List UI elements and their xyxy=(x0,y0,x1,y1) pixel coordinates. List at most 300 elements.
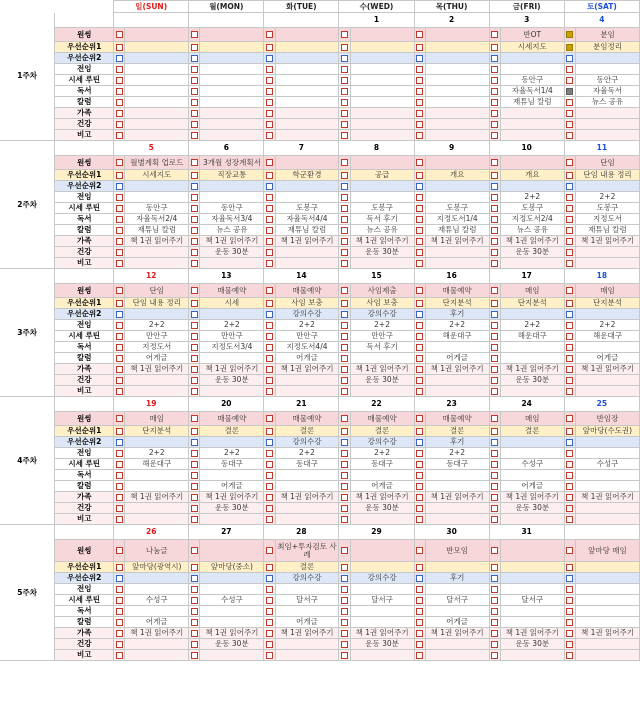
task-checkbox[interactable] xyxy=(491,172,498,179)
task-checkbox[interactable] xyxy=(266,355,273,362)
task-checkbox[interactable] xyxy=(491,183,498,190)
task-text[interactable] xyxy=(500,130,564,141)
task-text[interactable]: 동안구 xyxy=(500,75,564,86)
task-text[interactable] xyxy=(425,42,489,53)
task-checkbox[interactable] xyxy=(491,121,498,128)
task-checkbox[interactable] xyxy=(566,300,573,307)
task-checkbox[interactable] xyxy=(341,300,348,307)
task-checkbox[interactable] xyxy=(491,159,498,166)
task-checkbox[interactable] xyxy=(491,472,498,479)
task-text[interactable]: 결론 xyxy=(275,426,339,437)
task-checkbox[interactable] xyxy=(266,652,273,659)
task-text[interactable]: 수성구 xyxy=(200,595,264,606)
task-checkbox[interactable] xyxy=(266,183,273,190)
task-checkbox[interactable] xyxy=(191,159,198,166)
task-text[interactable]: 책 1권 읽어주기 xyxy=(275,364,339,375)
task-text[interactable]: 앞마당(광역시) xyxy=(125,562,189,573)
task-text[interactable]: 매물예약 xyxy=(425,412,489,426)
task-checkbox[interactable] xyxy=(341,159,348,166)
task-text[interactable]: 강의수강 xyxy=(350,573,414,584)
task-text[interactable] xyxy=(575,639,639,650)
task-text[interactable] xyxy=(125,64,189,75)
task-checkbox[interactable] xyxy=(491,99,498,106)
task-checkbox[interactable] xyxy=(566,66,573,73)
task-checkbox[interactable] xyxy=(566,287,573,294)
task-checkbox[interactable] xyxy=(566,77,573,84)
task-checkbox[interactable] xyxy=(491,483,498,490)
task-checkbox[interactable] xyxy=(491,132,498,139)
task-text[interactable] xyxy=(575,108,639,119)
task-checkbox[interactable] xyxy=(191,333,198,340)
task-checkbox[interactable] xyxy=(491,66,498,73)
task-text[interactable] xyxy=(275,75,339,86)
task-checkbox[interactable] xyxy=(116,31,123,38)
task-checkbox[interactable] xyxy=(416,641,423,648)
task-text[interactable] xyxy=(275,584,339,595)
task-text[interactable] xyxy=(350,119,414,130)
task-checkbox[interactable] xyxy=(491,586,498,593)
task-checkbox[interactable] xyxy=(491,31,498,38)
task-checkbox[interactable] xyxy=(116,132,123,139)
task-text[interactable]: 책 1권 읽어주기 xyxy=(500,364,564,375)
task-checkbox[interactable] xyxy=(566,216,573,223)
task-text[interactable]: 동대구 xyxy=(425,459,489,470)
task-text[interactable]: 단지분석 xyxy=(425,298,489,309)
task-text[interactable] xyxy=(200,119,264,130)
task-checkbox[interactable] xyxy=(266,88,273,95)
task-text[interactable]: 시세지도 xyxy=(500,42,564,53)
task-checkbox[interactable] xyxy=(191,55,198,62)
task-text[interactable] xyxy=(500,53,564,64)
task-text[interactable] xyxy=(125,181,189,192)
task-text[interactable] xyxy=(575,584,639,595)
task-text[interactable]: 수성구 xyxy=(500,459,564,470)
task-text[interactable]: 어게글 xyxy=(425,617,489,628)
task-checkbox[interactable] xyxy=(566,194,573,201)
task-text[interactable]: 자율독서3/4 xyxy=(200,214,264,225)
task-checkbox[interactable] xyxy=(191,344,198,351)
task-checkbox[interactable] xyxy=(491,630,498,637)
task-text[interactable] xyxy=(200,192,264,203)
task-text[interactable] xyxy=(500,437,564,448)
task-text[interactable]: 결론 xyxy=(200,426,264,437)
task-checkbox[interactable] xyxy=(266,619,273,626)
task-checkbox[interactable] xyxy=(116,260,123,267)
task-checkbox[interactable] xyxy=(266,377,273,384)
task-text[interactable]: 지정도서 xyxy=(125,342,189,353)
task-checkbox[interactable] xyxy=(416,415,423,422)
task-checkbox[interactable] xyxy=(491,652,498,659)
task-text[interactable]: 운동 30분 xyxy=(500,639,564,650)
task-text[interactable]: 단임 xyxy=(125,284,189,298)
task-text[interactable]: 매물예약 xyxy=(425,284,489,298)
task-text[interactable] xyxy=(275,53,339,64)
task-text[interactable]: 매물예약 xyxy=(350,412,414,426)
task-text[interactable] xyxy=(425,156,489,170)
task-text[interactable]: 재튜님 칼럼 xyxy=(575,225,639,236)
task-text[interactable] xyxy=(425,481,489,492)
task-text[interactable] xyxy=(200,650,264,661)
task-checkbox[interactable] xyxy=(566,608,573,615)
task-checkbox[interactable] xyxy=(566,333,573,340)
task-text[interactable]: 2+2 xyxy=(575,192,639,203)
task-checkbox[interactable] xyxy=(191,597,198,604)
task-text[interactable]: 앞마당(중소) xyxy=(200,562,264,573)
task-text[interactable]: 매물예약 xyxy=(200,284,264,298)
task-text[interactable] xyxy=(575,386,639,397)
task-text[interactable]: 책 1권 읽어주기 xyxy=(200,236,264,247)
task-checkbox[interactable] xyxy=(341,287,348,294)
task-checkbox[interactable] xyxy=(116,227,123,234)
task-checkbox[interactable] xyxy=(266,227,273,234)
task-text[interactable] xyxy=(350,53,414,64)
task-text[interactable] xyxy=(425,181,489,192)
task-checkbox[interactable] xyxy=(266,483,273,490)
task-text[interactable] xyxy=(350,540,414,562)
task-text[interactable]: 독서 후기 xyxy=(350,214,414,225)
task-text[interactable]: 책 1권 읽어주기 xyxy=(575,236,639,247)
task-text[interactable]: 반임장 xyxy=(575,412,639,426)
task-text[interactable] xyxy=(425,64,489,75)
task-checkbox[interactable] xyxy=(491,505,498,512)
task-checkbox[interactable] xyxy=(566,586,573,593)
task-text[interactable] xyxy=(275,375,339,386)
task-text[interactable]: 책 1권 읽어주기 xyxy=(125,628,189,639)
task-checkbox[interactable] xyxy=(191,472,198,479)
task-text[interactable] xyxy=(575,606,639,617)
task-text[interactable] xyxy=(425,119,489,130)
task-text[interactable] xyxy=(200,28,264,42)
task-checkbox[interactable] xyxy=(566,159,573,166)
task-text[interactable]: 운동 30분 xyxy=(350,247,414,258)
task-checkbox[interactable] xyxy=(116,355,123,362)
task-text[interactable] xyxy=(350,42,414,53)
task-text[interactable] xyxy=(500,448,564,459)
task-text[interactable] xyxy=(500,353,564,364)
task-checkbox[interactable] xyxy=(191,428,198,435)
task-checkbox[interactable] xyxy=(566,472,573,479)
task-text[interactable] xyxy=(425,130,489,141)
task-text[interactable] xyxy=(425,584,489,595)
task-checkbox[interactable] xyxy=(341,44,348,51)
task-text[interactable]: 재튜님 칼럼 xyxy=(125,225,189,236)
task-text[interactable] xyxy=(500,108,564,119)
task-text[interactable]: 운동 30분 xyxy=(200,639,264,650)
task-text[interactable]: 책 1권 읽어주기 xyxy=(350,628,414,639)
task-text[interactable]: 달서구 xyxy=(500,595,564,606)
task-text[interactable] xyxy=(275,97,339,108)
task-text[interactable]: 월별계획 업로드 xyxy=(125,156,189,170)
task-checkbox[interactable] xyxy=(491,619,498,626)
task-checkbox[interactable] xyxy=(266,494,273,501)
task-checkbox[interactable] xyxy=(566,388,573,395)
task-text[interactable]: 매물예약 xyxy=(275,412,339,426)
task-text[interactable] xyxy=(575,503,639,514)
task-text[interactable] xyxy=(500,342,564,353)
task-text[interactable] xyxy=(425,606,489,617)
task-text[interactable] xyxy=(350,470,414,481)
task-checkbox[interactable] xyxy=(191,121,198,128)
task-checkbox[interactable] xyxy=(491,287,498,294)
task-checkbox[interactable] xyxy=(491,366,498,373)
task-text[interactable]: 자율독서1/4 xyxy=(500,86,564,97)
task-checkbox[interactable] xyxy=(341,77,348,84)
task-text[interactable] xyxy=(125,514,189,525)
task-text[interactable]: 후기 xyxy=(425,573,489,584)
task-checkbox[interactable] xyxy=(341,494,348,501)
task-text[interactable]: 어게글 xyxy=(200,481,264,492)
task-text[interactable] xyxy=(350,75,414,86)
task-checkbox[interactable] xyxy=(341,516,348,523)
task-text[interactable] xyxy=(125,53,189,64)
task-text[interactable]: 나눔글 xyxy=(125,540,189,562)
task-checkbox[interactable] xyxy=(266,597,273,604)
task-checkbox[interactable] xyxy=(491,428,498,435)
task-text[interactable]: 동대구 xyxy=(200,459,264,470)
task-checkbox[interactable] xyxy=(266,333,273,340)
task-text[interactable] xyxy=(575,650,639,661)
task-text[interactable] xyxy=(425,375,489,386)
task-checkbox[interactable] xyxy=(191,287,198,294)
task-checkbox[interactable] xyxy=(566,311,573,318)
task-text[interactable]: 결론 xyxy=(350,426,414,437)
task-text[interactable]: 만안구 xyxy=(275,331,339,342)
task-text[interactable] xyxy=(575,247,639,258)
task-text[interactable]: 2+2 xyxy=(200,320,264,331)
task-text[interactable]: 분임정리 xyxy=(575,42,639,53)
task-text[interactable] xyxy=(425,247,489,258)
task-checkbox[interactable] xyxy=(416,227,423,234)
task-checkbox[interactable] xyxy=(566,110,573,117)
task-text[interactable] xyxy=(125,247,189,258)
task-checkbox[interactable] xyxy=(416,55,423,62)
task-text[interactable]: 해운대구 xyxy=(425,331,489,342)
task-text[interactable] xyxy=(500,562,564,573)
task-checkbox[interactable] xyxy=(341,377,348,384)
task-checkbox[interactable] xyxy=(341,505,348,512)
task-checkbox[interactable] xyxy=(491,516,498,523)
task-text[interactable]: 운동 30분 xyxy=(350,503,414,514)
task-checkbox[interactable] xyxy=(566,88,573,95)
task-text[interactable]: 뉴스 공유 xyxy=(575,97,639,108)
task-text[interactable]: 사임제출 xyxy=(350,284,414,298)
task-text[interactable]: 사임 보충 xyxy=(350,298,414,309)
task-text[interactable]: 3개월 성장계획서 xyxy=(200,156,264,170)
task-checkbox[interactable] xyxy=(116,505,123,512)
task-text[interactable]: 어게글 xyxy=(125,617,189,628)
task-checkbox[interactable] xyxy=(566,641,573,648)
task-text[interactable] xyxy=(125,192,189,203)
task-text[interactable]: 결론 xyxy=(500,426,564,437)
task-text[interactable] xyxy=(350,562,414,573)
task-checkbox[interactable] xyxy=(266,216,273,223)
task-text[interactable] xyxy=(500,258,564,269)
task-checkbox[interactable] xyxy=(416,205,423,212)
task-text[interactable] xyxy=(350,258,414,269)
task-text[interactable]: 앞마당 매임 xyxy=(575,540,639,562)
task-text[interactable]: 지정도서 xyxy=(575,214,639,225)
task-text[interactable] xyxy=(350,650,414,661)
task-text[interactable] xyxy=(275,386,339,397)
task-checkbox[interactable] xyxy=(566,461,573,468)
task-checkbox[interactable] xyxy=(341,388,348,395)
task-text[interactable]: 책 1권 읽어주기 xyxy=(575,492,639,503)
task-checkbox[interactable] xyxy=(266,110,273,117)
task-text[interactable] xyxy=(425,75,489,86)
task-checkbox[interactable] xyxy=(491,388,498,395)
task-checkbox[interactable] xyxy=(341,132,348,139)
task-text[interactable]: 최임+투자검토 사례 xyxy=(275,540,339,562)
task-checkbox[interactable] xyxy=(341,619,348,626)
task-checkbox[interactable] xyxy=(416,366,423,373)
task-checkbox[interactable] xyxy=(416,159,423,166)
task-checkbox[interactable] xyxy=(341,439,348,446)
task-text[interactable]: 해운대구 xyxy=(500,331,564,342)
task-checkbox[interactable] xyxy=(341,110,348,117)
task-checkbox[interactable] xyxy=(341,227,348,234)
task-checkbox[interactable] xyxy=(491,547,498,554)
task-checkbox[interactable] xyxy=(116,121,123,128)
task-text[interactable] xyxy=(575,595,639,606)
task-checkbox[interactable] xyxy=(341,238,348,245)
task-text[interactable] xyxy=(125,75,189,86)
task-checkbox[interactable] xyxy=(416,564,423,571)
task-text[interactable] xyxy=(575,470,639,481)
task-checkbox[interactable] xyxy=(341,55,348,62)
task-checkbox[interactable] xyxy=(116,194,123,201)
task-text[interactable] xyxy=(500,573,564,584)
task-checkbox[interactable] xyxy=(416,652,423,659)
task-text[interactable]: 지정도서3/4 xyxy=(200,342,264,353)
task-text[interactable]: 재튜님 칼럼 xyxy=(275,225,339,236)
task-text[interactable] xyxy=(575,53,639,64)
task-checkbox[interactable] xyxy=(566,575,573,582)
task-text[interactable]: 어게글 xyxy=(125,353,189,364)
task-checkbox[interactable] xyxy=(116,428,123,435)
task-text[interactable] xyxy=(275,514,339,525)
task-checkbox[interactable] xyxy=(266,238,273,245)
task-checkbox[interactable] xyxy=(341,547,348,554)
task-text[interactable] xyxy=(200,97,264,108)
task-checkbox[interactable] xyxy=(191,547,198,554)
task-checkbox[interactable] xyxy=(341,641,348,648)
task-text[interactable] xyxy=(500,156,564,170)
task-checkbox[interactable] xyxy=(116,344,123,351)
task-checkbox[interactable] xyxy=(416,619,423,626)
task-checkbox[interactable] xyxy=(266,249,273,256)
task-checkbox[interactable] xyxy=(566,630,573,637)
task-text[interactable]: 개요 xyxy=(425,170,489,181)
task-checkbox[interactable] xyxy=(341,428,348,435)
task-text[interactable]: 달서구 xyxy=(350,595,414,606)
task-text[interactable] xyxy=(575,448,639,459)
task-checkbox[interactable] xyxy=(116,172,123,179)
task-checkbox[interactable] xyxy=(116,159,123,166)
task-text[interactable]: 책 1권 읽어주기 xyxy=(425,364,489,375)
task-text[interactable]: 2+2 xyxy=(425,448,489,459)
task-checkbox[interactable] xyxy=(266,322,273,329)
task-text[interactable]: 책 1권 읽어주기 xyxy=(275,492,339,503)
task-checkbox[interactable] xyxy=(341,322,348,329)
task-checkbox[interactable] xyxy=(566,172,573,179)
task-text[interactable] xyxy=(425,342,489,353)
task-checkbox[interactable] xyxy=(416,575,423,582)
task-checkbox[interactable] xyxy=(416,194,423,201)
task-text[interactable] xyxy=(425,639,489,650)
task-text[interactable]: 후기 xyxy=(425,437,489,448)
task-checkbox[interactable] xyxy=(341,31,348,38)
task-checkbox[interactable] xyxy=(341,652,348,659)
task-checkbox[interactable] xyxy=(566,205,573,212)
task-checkbox[interactable] xyxy=(416,249,423,256)
task-text[interactable] xyxy=(575,64,639,75)
task-text[interactable]: 해운대구 xyxy=(125,459,189,470)
task-text[interactable] xyxy=(200,437,264,448)
task-text[interactable] xyxy=(425,514,489,525)
task-checkbox[interactable] xyxy=(566,183,573,190)
task-text[interactable]: 뉴스 공유 xyxy=(500,225,564,236)
task-checkbox[interactable] xyxy=(566,344,573,351)
task-text[interactable] xyxy=(125,97,189,108)
task-text[interactable] xyxy=(125,470,189,481)
task-checkbox[interactable] xyxy=(416,439,423,446)
task-checkbox[interactable] xyxy=(491,55,498,62)
task-checkbox[interactable] xyxy=(191,641,198,648)
task-text[interactable] xyxy=(200,540,264,562)
task-checkbox[interactable] xyxy=(566,439,573,446)
task-text[interactable] xyxy=(275,28,339,42)
task-checkbox[interactable] xyxy=(341,194,348,201)
task-text[interactable]: 운동 30분 xyxy=(350,639,414,650)
task-text[interactable]: 책 1권 읽어주기 xyxy=(125,236,189,247)
task-text[interactable]: 강의수강 xyxy=(350,309,414,320)
task-text[interactable]: 책 1권 읽어주기 xyxy=(500,236,564,247)
task-text[interactable]: 운동 30분 xyxy=(200,503,264,514)
task-checkbox[interactable] xyxy=(416,483,423,490)
task-text[interactable] xyxy=(125,108,189,119)
task-checkbox[interactable] xyxy=(416,88,423,95)
task-checkbox[interactable] xyxy=(566,249,573,256)
task-checkbox[interactable] xyxy=(341,172,348,179)
task-checkbox[interactable] xyxy=(491,249,498,256)
task-text[interactable] xyxy=(500,309,564,320)
task-checkbox[interactable] xyxy=(491,311,498,318)
task-checkbox[interactable] xyxy=(191,66,198,73)
task-text[interactable]: 자율독서 xyxy=(575,86,639,97)
task-text[interactable]: 단지분석 xyxy=(125,426,189,437)
task-checkbox[interactable] xyxy=(116,287,123,294)
task-text[interactable]: 어게글 xyxy=(275,353,339,364)
task-text[interactable] xyxy=(500,514,564,525)
task-text[interactable] xyxy=(350,386,414,397)
task-checkbox[interactable] xyxy=(191,505,198,512)
task-text[interactable]: 개요 xyxy=(500,170,564,181)
task-checkbox[interactable] xyxy=(191,564,198,571)
task-text[interactable] xyxy=(200,130,264,141)
task-text[interactable]: 강의수강 xyxy=(275,437,339,448)
task-checkbox[interactable] xyxy=(116,44,123,51)
task-checkbox[interactable] xyxy=(416,461,423,468)
task-checkbox[interactable] xyxy=(566,132,573,139)
task-text[interactable] xyxy=(350,64,414,75)
task-text[interactable]: 2+2 xyxy=(425,320,489,331)
task-text[interactable]: 동안구 xyxy=(575,75,639,86)
task-checkbox[interactable] xyxy=(116,388,123,395)
task-checkbox[interactable] xyxy=(266,630,273,637)
task-text[interactable]: 2+2 xyxy=(500,192,564,203)
task-checkbox[interactable] xyxy=(191,516,198,523)
task-text[interactable] xyxy=(200,386,264,397)
